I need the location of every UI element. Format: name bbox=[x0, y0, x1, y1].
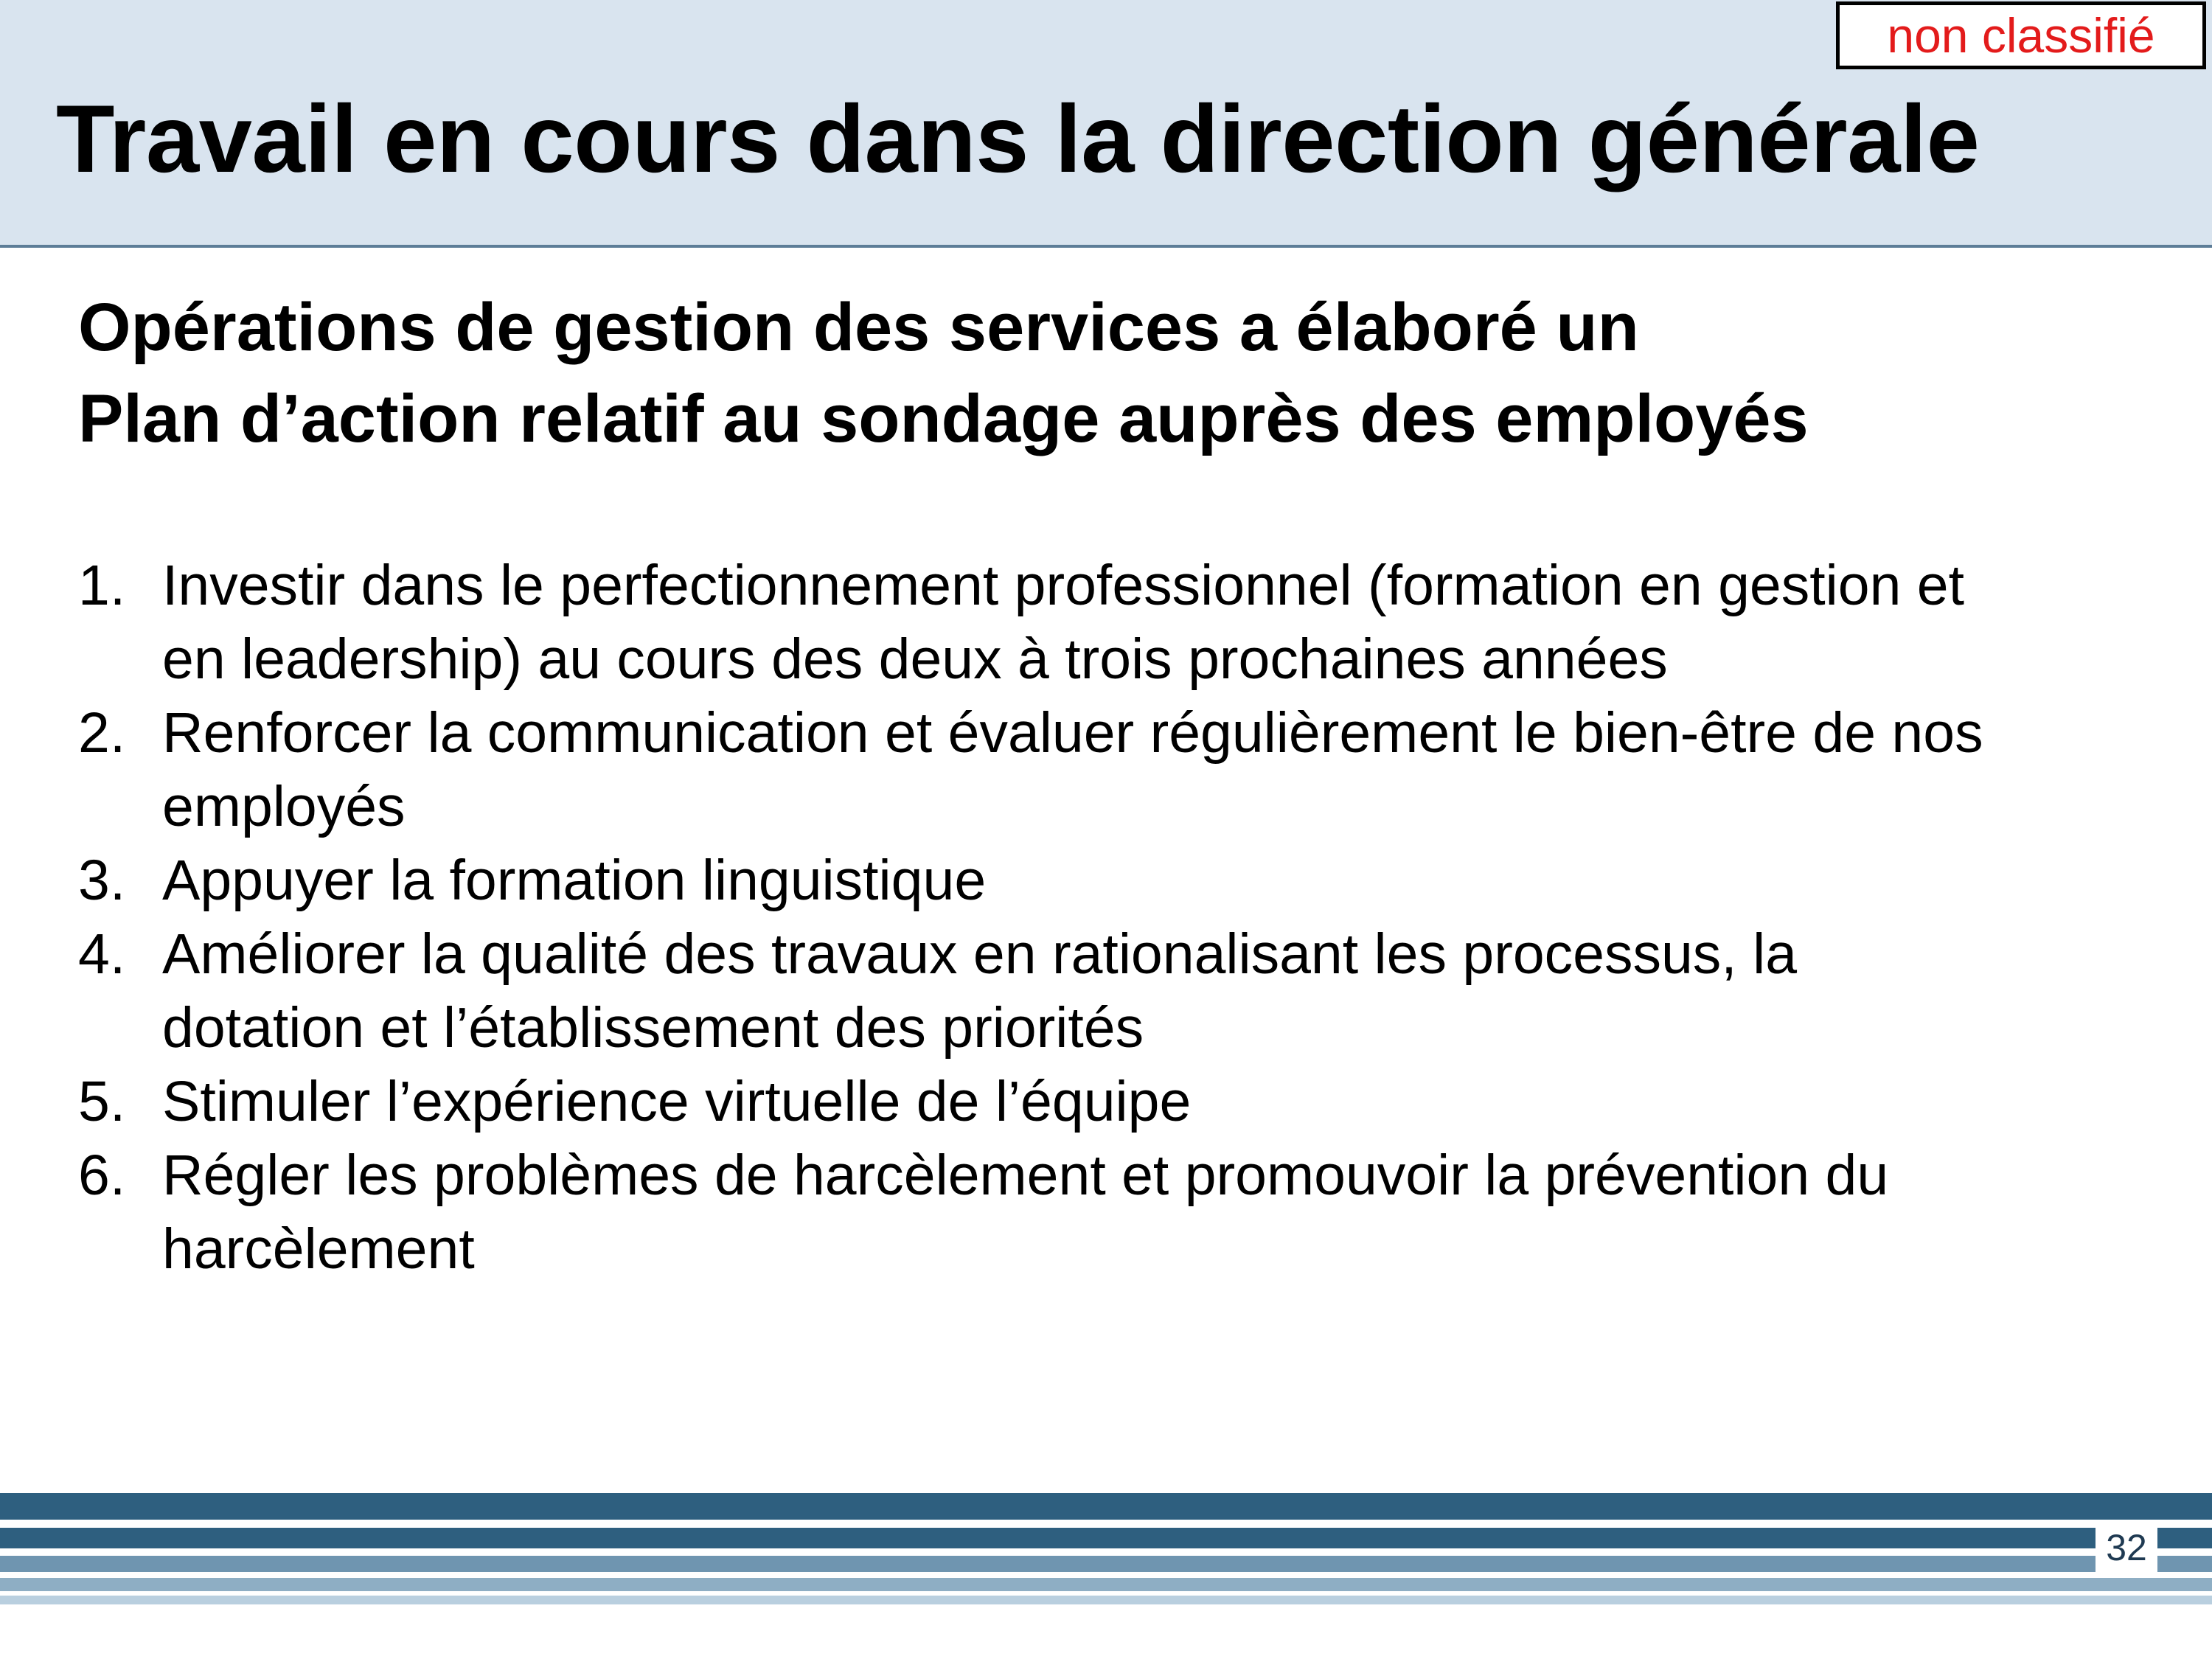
subtitle-line-1: Opérations de gestion des services a élaboré un bbox=[78, 290, 1639, 365]
action-item-number: 2. bbox=[78, 701, 126, 765]
footer-stripe-5 bbox=[0, 1596, 2212, 1604]
action-item-number: 6. bbox=[78, 1144, 126, 1207]
action-item-3 bbox=[78, 844, 2212, 917]
action-item-6 bbox=[78, 1138, 2212, 1286]
action-item-text-line: dotation et l’établissement des priorités bbox=[162, 996, 1144, 1060]
action-item-text-line: Améliorer la qualité des travaux en rationalisant les processus, la bbox=[162, 922, 1798, 986]
action-plan-list bbox=[78, 549, 2212, 1286]
action-item-4 bbox=[78, 917, 2212, 1065]
action-item-text-line: Investir dans le perfectionnement professionnel (formation en gestion et bbox=[162, 554, 1964, 617]
action-item-5 bbox=[78, 1065, 2212, 1138]
slide-title: Travail en cours dans la direction générale bbox=[56, 85, 1980, 192]
action-item-text-line: Stimuler l’expérience virtuelle de l’équipe bbox=[162, 1070, 1192, 1133]
footer-stripe-4 bbox=[0, 1578, 2212, 1591]
action-item-1 bbox=[78, 549, 2212, 696]
action-item-2 bbox=[78, 696, 2212, 844]
subtitle bbox=[78, 282, 1809, 465]
action-item-text-line: en leadership) au cours des deux à trois prochaines années bbox=[162, 627, 1668, 691]
action-item-number: 4. bbox=[78, 922, 126, 986]
subtitle-line-2: Plan d’action relatif au sondage auprès des employés bbox=[78, 381, 1809, 456]
action-item-text-line: Renforcer la communication et évaluer régulièrement le bien-être de nos bbox=[162, 701, 1983, 765]
classification-label: non classifié bbox=[1836, 1, 2206, 69]
action-item-text-line: Appuyer la formation linguistique bbox=[162, 849, 987, 912]
footer-stripe-2 bbox=[0, 1528, 2212, 1548]
footer-stripe-1 bbox=[0, 1493, 2212, 1520]
footer-stripe-3 bbox=[0, 1556, 2212, 1572]
action-item-number: 3. bbox=[78, 849, 126, 912]
action-item-text-line: employés bbox=[162, 775, 406, 838]
page-number: 32 bbox=[2096, 1523, 2157, 1573]
action-item-number: 1. bbox=[78, 554, 126, 617]
action-item-number: 5. bbox=[78, 1070, 126, 1133]
action-item-text-line: harcèlement bbox=[162, 1217, 475, 1281]
action-item-text-line: Régler les problèmes de harcèlement et promouvoir la prévention du bbox=[162, 1144, 1889, 1207]
